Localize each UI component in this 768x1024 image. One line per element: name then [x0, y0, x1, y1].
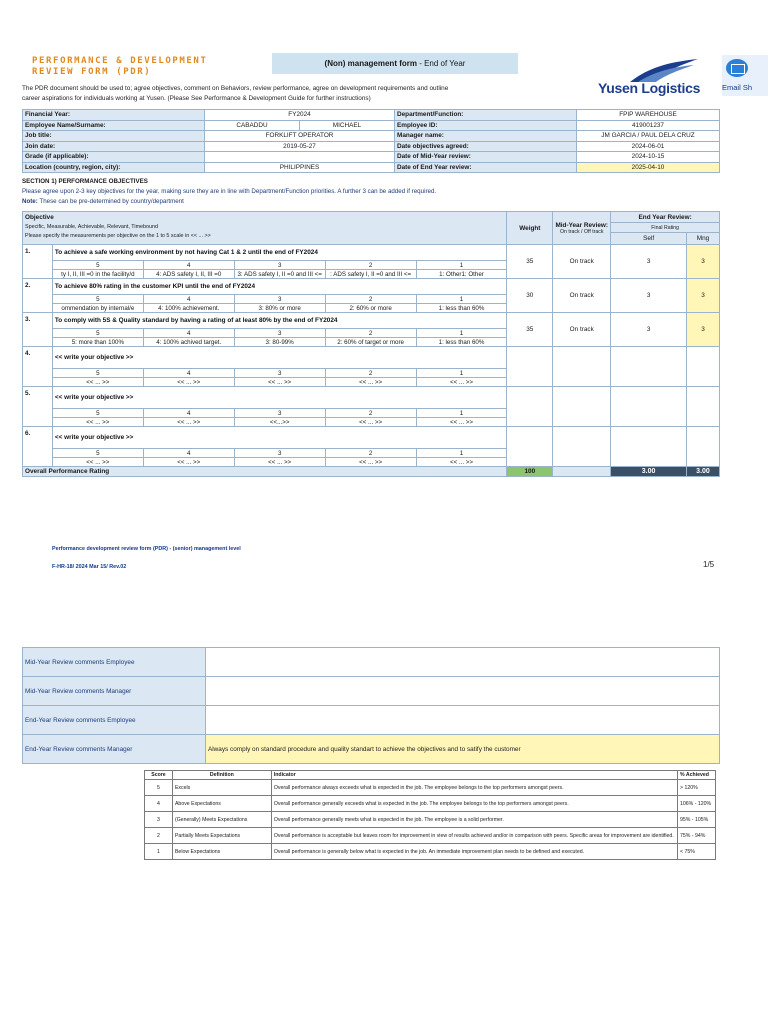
objective-manager-rating[interactable] — [686, 427, 719, 467]
criteria-4[interactable]: 4: ADS safety I, II, III =0 — [143, 270, 234, 279]
scale-definition: Excels — [172, 780, 271, 796]
mid-year-date-label: Date of Mid-Year review: — [395, 152, 577, 163]
scale-3: 3 — [234, 449, 325, 458]
scale-score: 1 — [145, 844, 173, 860]
objective-title[interactable]: To comply with 5S & Quality standard by having a rating of at least 80% by the end of FY2024 — [52, 313, 507, 329]
objective-number: 4. — [23, 347, 53, 387]
scale-header-achieved: % Achieved — [677, 771, 715, 780]
objective-mid-year-status[interactable] — [553, 347, 611, 387]
objective-manager-rating[interactable]: 3 — [686, 313, 719, 347]
scale-5: 5 — [52, 329, 143, 338]
overall-weight: 100 — [507, 467, 553, 477]
criteria-4[interactable]: << ... >> — [143, 378, 234, 387]
objective-self-rating[interactable] — [611, 387, 687, 427]
objective-self-rating[interactable]: 3 — [611, 245, 687, 279]
comment-label: End-Year Review comments Employee — [23, 706, 206, 735]
objective-number: 1. — [23, 245, 53, 279]
scale-achieved: 75% - 94% — [677, 828, 715, 844]
mid-year-header-title: Mid-Year Review: — [555, 221, 609, 229]
scale-4: 4 — [143, 261, 234, 270]
scale-1: 1 — [416, 329, 507, 338]
table-row — [145, 780, 716, 796]
criteria-2[interactable]: << ... >> — [325, 418, 416, 427]
scale-1: 1 — [416, 409, 507, 418]
join-date-value[interactable]: 2019-05-27 — [205, 141, 395, 152]
table-row — [145, 796, 716, 812]
objective-number: 6. — [23, 427, 53, 467]
objective-title[interactable]: To achieve a safe working environment by not having Cat 1 & 2 until the end of FY2024 — [52, 245, 507, 261]
scale-achieved: < 75% — [677, 844, 715, 860]
scale-1: 1 — [416, 295, 507, 304]
scale-3: 3 — [234, 369, 325, 378]
section1-note-label: Note: — [22, 198, 38, 205]
mid-year-header — [553, 212, 611, 245]
employee-name-label: Employee Name/Surname: — [23, 120, 205, 131]
criteria-5[interactable]: << ... >> — [52, 378, 143, 387]
criteria-1[interactable]: << ... >> — [416, 418, 507, 427]
criteria-3[interactable]: 3: 80% or more — [234, 304, 325, 313]
objective-self-rating[interactable] — [611, 347, 687, 387]
scale-score: 4 — [145, 796, 173, 812]
criteria-2[interactable]: 2: 60% or more — [325, 304, 416, 313]
scale-score: 3 — [145, 812, 173, 828]
objective-title[interactable]: To achieve 80% rating in the customer KPI until the end of FY2024 — [52, 279, 507, 295]
employee-info-table — [22, 109, 720, 173]
objective-manager-rating[interactable] — [686, 347, 719, 387]
grade-label: Grade (if applicable): — [23, 152, 205, 163]
form-type-bold: (Non) management form — [324, 59, 417, 68]
criteria-2[interactable]: : ADS safety I, II =0 and III <= — [325, 270, 416, 279]
manager-rating-header: Mng — [686, 233, 719, 245]
scale-3: 3 — [234, 329, 325, 338]
scale-2: 2 — [325, 295, 416, 304]
scale-2: 2 — [325, 449, 416, 458]
overall-mid-year — [553, 467, 611, 477]
scale-definition: Below Expectations — [172, 844, 271, 860]
criteria-2[interactable]: << ... >> — [325, 458, 416, 467]
section1-description: Please agree upon 2-3 key objectives for the year, making sure they are in line with Department/Function priorities. A further 3 can be added if required. — [22, 188, 437, 195]
join-date-label: Join date: — [23, 141, 205, 152]
objective-mid-year-status[interactable] — [553, 387, 611, 427]
objective-manager-rating[interactable] — [686, 387, 719, 427]
criteria-1[interactable]: 1: less than 60% — [416, 338, 507, 347]
employee-id-label: Employee ID: — [395, 120, 577, 131]
scale-5: 5 — [52, 295, 143, 304]
email-icon — [726, 59, 748, 77]
scale-header-definition: Definition — [172, 771, 271, 780]
scale-score: 2 — [145, 828, 173, 844]
scale-achieved: > 120% — [677, 780, 715, 796]
criteria-1[interactable]: << ... >> — [416, 458, 507, 467]
scale-1: 1 — [416, 261, 507, 270]
scale-4: 4 — [143, 329, 234, 338]
scale-4: 4 — [143, 295, 234, 304]
criteria-4[interactable]: 4: 100% achievement. — [143, 304, 234, 313]
scale-5: 5 — [52, 449, 143, 458]
end-year-date-value[interactable]: 2025-04-10 — [577, 162, 720, 173]
scale-5: 5 — [52, 261, 143, 270]
criteria-4[interactable]: 4: 100% achived target. — [143, 338, 234, 347]
scale-4: 4 — [143, 449, 234, 458]
objective-header-title: Objective — [25, 214, 54, 221]
mid-year-header-sub: On track / Off track — [560, 228, 604, 235]
comment-field[interactable] — [206, 648, 720, 677]
intro-line1: The PDR document should be used to; agree objectives, comment on Behaviors, review performance, agree on development requirements and outline — [22, 85, 449, 92]
objective-row — [23, 245, 720, 261]
scale-2: 2 — [325, 369, 416, 378]
scale-achieved: 106% - 120% — [677, 796, 715, 812]
criteria-3[interactable]: <<...>> — [234, 418, 325, 427]
objective-mid-year-status[interactable]: On track — [553, 313, 611, 347]
comment-field[interactable]: Always comply on standard procedure and quality standart to achieve the objectives and to satify the customer — [206, 735, 720, 764]
overall-rating-label: Overall Performance Rating — [23, 467, 507, 477]
scale-4: 4 — [143, 369, 234, 378]
scale-header-indicator: Indicator — [271, 771, 677, 780]
criteria-5[interactable]: << ... >> — [52, 458, 143, 467]
scale-2: 2 — [325, 409, 416, 418]
criteria-3[interactable]: 3: ADS safety I, II =0 and III <= — [234, 270, 325, 279]
objective-row — [23, 387, 720, 409]
scale-definition: (Generally) Meets Expectations — [172, 812, 271, 828]
grade-value[interactable] — [205, 152, 395, 163]
company-logo — [598, 58, 710, 96]
objectives-agreed-label: Date objectives agreed: — [395, 141, 577, 152]
intro-line2: career aspirations for individuals working at Yusen. (Please See Performance & Development Guide for further instructions) — [22, 95, 371, 102]
objective-number: 2. — [23, 279, 53, 313]
form-type-banner — [272, 53, 518, 74]
objective-self-rating[interactable] — [611, 427, 687, 467]
review-comments-table — [22, 647, 720, 764]
manager-value[interactable]: JM GARCIA / PAUL DELA CRUZ — [577, 131, 720, 142]
email-share-button[interactable] — [722, 55, 768, 96]
objective-mid-year-status[interactable]: On track — [553, 245, 611, 279]
scale-indicator: Overall performance always exceeds what is expected in the job. The employee belongs to the top performers amongst peers. — [271, 780, 677, 796]
criteria-5[interactable]: ty I, II, III =0 in the facility/d — [52, 270, 143, 279]
objective-row — [23, 313, 720, 329]
objective-title[interactable]: << write your objective >> — [52, 427, 507, 449]
scale-indicator: Overall performance generally meets what is expected in the job. The employee is a solid performer. — [271, 812, 677, 828]
scale-1: 1 — [416, 449, 507, 458]
objective-manager-rating[interactable]: 3 — [686, 279, 719, 313]
scale-5: 5 — [52, 369, 143, 378]
criteria-5[interactable]: ommendation by internal/e — [52, 304, 143, 313]
section1-note-text: These can be pre-determined by country/department — [37, 198, 184, 205]
mid-year-date-value[interactable]: 2024-10-15 — [577, 152, 720, 163]
objective-weight[interactable]: 35 — [507, 313, 553, 347]
criteria-3[interactable]: << ... >> — [234, 458, 325, 467]
rating-scale-table — [144, 770, 716, 860]
table-row — [145, 812, 716, 828]
objective-self-rating[interactable]: 3 — [611, 313, 687, 347]
comment-label: Mid-Year Review comments Manager — [23, 677, 206, 706]
objective-mid-year-status[interactable]: On track — [553, 279, 611, 313]
page-number: 1/5 — [703, 560, 715, 569]
comment-field[interactable] — [206, 677, 720, 706]
scale-3: 3 — [234, 261, 325, 270]
employee-firstname-value[interactable]: MICHAEL — [300, 120, 395, 131]
scale-3: 3 — [234, 409, 325, 418]
department-label: Department/Function: — [395, 110, 577, 121]
objective-weight[interactable]: 35 — [507, 245, 553, 279]
scale-5: 5 — [52, 409, 143, 418]
criteria-5[interactable]: << ... >> — [52, 418, 143, 427]
objective-self-rating[interactable]: 3 — [611, 279, 687, 313]
scale-definition: Partially Meets Expectations — [172, 828, 271, 844]
objective-manager-rating[interactable]: 3 — [686, 245, 719, 279]
objective-row — [23, 427, 720, 449]
objective-title[interactable]: << write your objective >> — [52, 387, 507, 409]
objective-weight[interactable] — [507, 387, 553, 427]
criteria-1[interactable]: 1: less than 60% — [416, 304, 507, 313]
criteria-3[interactable]: 3: 80-99% — [234, 338, 325, 347]
scale-indicator: Overall performance generally exceeds what is expected in the job. The employee belongs to the top performers amongst peers. — [271, 796, 677, 812]
objective-row — [23, 347, 720, 369]
objective-title[interactable]: << write your objective >> — [52, 347, 507, 369]
overall-manager-rating: 3.00 — [686, 467, 719, 477]
criteria-5[interactable]: 5: more than 100% — [52, 338, 143, 347]
table-row — [145, 828, 716, 844]
footer-form-name: Performance development review form (PDR) - (senior) management level — [52, 546, 241, 552]
email-share-label: Email Sh — [722, 83, 753, 92]
objective-number: 5. — [23, 387, 53, 427]
location-label: Location (country, region, city): — [23, 162, 205, 173]
objective-header-instruction: Please specify the measurements per objective on the 1 to 5 scale in << ... >> — [25, 233, 211, 239]
section1-title: SECTION 1) PERFORMANCE OBJECTIVES — [22, 178, 148, 185]
end-year-date-label: Date of End Year review: — [395, 162, 577, 173]
employee-surname-value[interactable]: CABADDU — [205, 120, 300, 131]
criteria-1[interactable]: << ... >> — [416, 378, 507, 387]
objectives-table — [22, 211, 720, 477]
department-value[interactable]: FPIP WAREHOUSE — [577, 110, 720, 121]
criteria-2[interactable]: << ... >> — [325, 378, 416, 387]
criteria-4[interactable]: << ... >> — [143, 418, 234, 427]
footer-form-code: F-HR-18/ 2024 Mar 15/ Rev.02 — [52, 564, 127, 570]
scale-indicator: Overall performance is acceptable but leaves room for improvement in view of results achieved and/or in comparison with peers. Specific areas for improvement are identified. — [271, 828, 677, 844]
scale-score: 5 — [145, 780, 173, 796]
scale-3: 3 — [234, 295, 325, 304]
overall-rating-row — [23, 467, 720, 477]
scale-1: 1 — [416, 369, 507, 378]
overall-self-rating: 3.00 — [611, 467, 687, 477]
form-type-rest: - End of Year — [416, 59, 466, 68]
objective-weight[interactable] — [507, 347, 553, 387]
objective-number: 3. — [23, 313, 53, 347]
scale-achieved: 95% - 105% — [677, 812, 715, 828]
form-title-line2: REVIEW FORM (PDR) — [32, 67, 152, 77]
scale-4: 4 — [143, 409, 234, 418]
criteria-2[interactable]: 2: 60% of target or more — [325, 338, 416, 347]
objective-weight[interactable] — [507, 427, 553, 467]
form-title — [32, 56, 207, 78]
location-value[interactable]: PHILIPPINES — [205, 162, 395, 173]
scale-2: 2 — [325, 329, 416, 338]
final-rating-header: Final Rating — [611, 223, 720, 233]
section1-note — [22, 198, 184, 205]
criteria-3[interactable]: << ... >> — [234, 378, 325, 387]
job-title-value[interactable]: FORKLIFT OPERATOR — [205, 131, 395, 142]
financial-year-value[interactable]: FY2024 — [205, 110, 395, 121]
scale-header-score: Score — [145, 771, 173, 780]
objective-header — [23, 212, 507, 245]
comment-label: Mid-Year Review comments Employee — [23, 648, 206, 677]
intro-text — [22, 84, 462, 104]
scale-2: 2 — [325, 261, 416, 270]
self-header: Self — [611, 233, 687, 245]
scale-indicator: Overall performance is generally below what is expected in the job. An immediate improvement plan needs to be defined and executed. — [271, 844, 677, 860]
weight-header: Weight — [507, 212, 553, 245]
objective-header-smart: Specific, Measurable, Achievable, Relevant, Timebound — [25, 224, 159, 230]
logo-text: Yusen Logistics — [598, 80, 701, 96]
financial-year-label: Financial Year: — [23, 110, 205, 121]
employee-id-value[interactable]: 419001237 — [577, 120, 720, 131]
end-year-header: End Year Review: — [611, 212, 720, 223]
objective-weight[interactable]: 30 — [507, 279, 553, 313]
table-row — [145, 844, 716, 860]
objective-mid-year-status[interactable] — [553, 427, 611, 467]
objective-row — [23, 279, 720, 295]
manager-label: Manager name: — [395, 131, 577, 142]
scale-definition: Above Expectations — [172, 796, 271, 812]
comment-field[interactable] — [206, 706, 720, 735]
comment-label: End-Year Review comments Manager — [23, 735, 206, 764]
criteria-1[interactable]: 1: Other1: Other — [416, 270, 507, 279]
form-title-line1: PERFORMANCE & DEVELOPMENT — [32, 56, 208, 66]
objectives-agreed-value[interactable]: 2024-06-01 — [577, 141, 720, 152]
criteria-4[interactable]: << ... >> — [143, 458, 234, 467]
job-title-label: Job title: — [23, 131, 205, 142]
